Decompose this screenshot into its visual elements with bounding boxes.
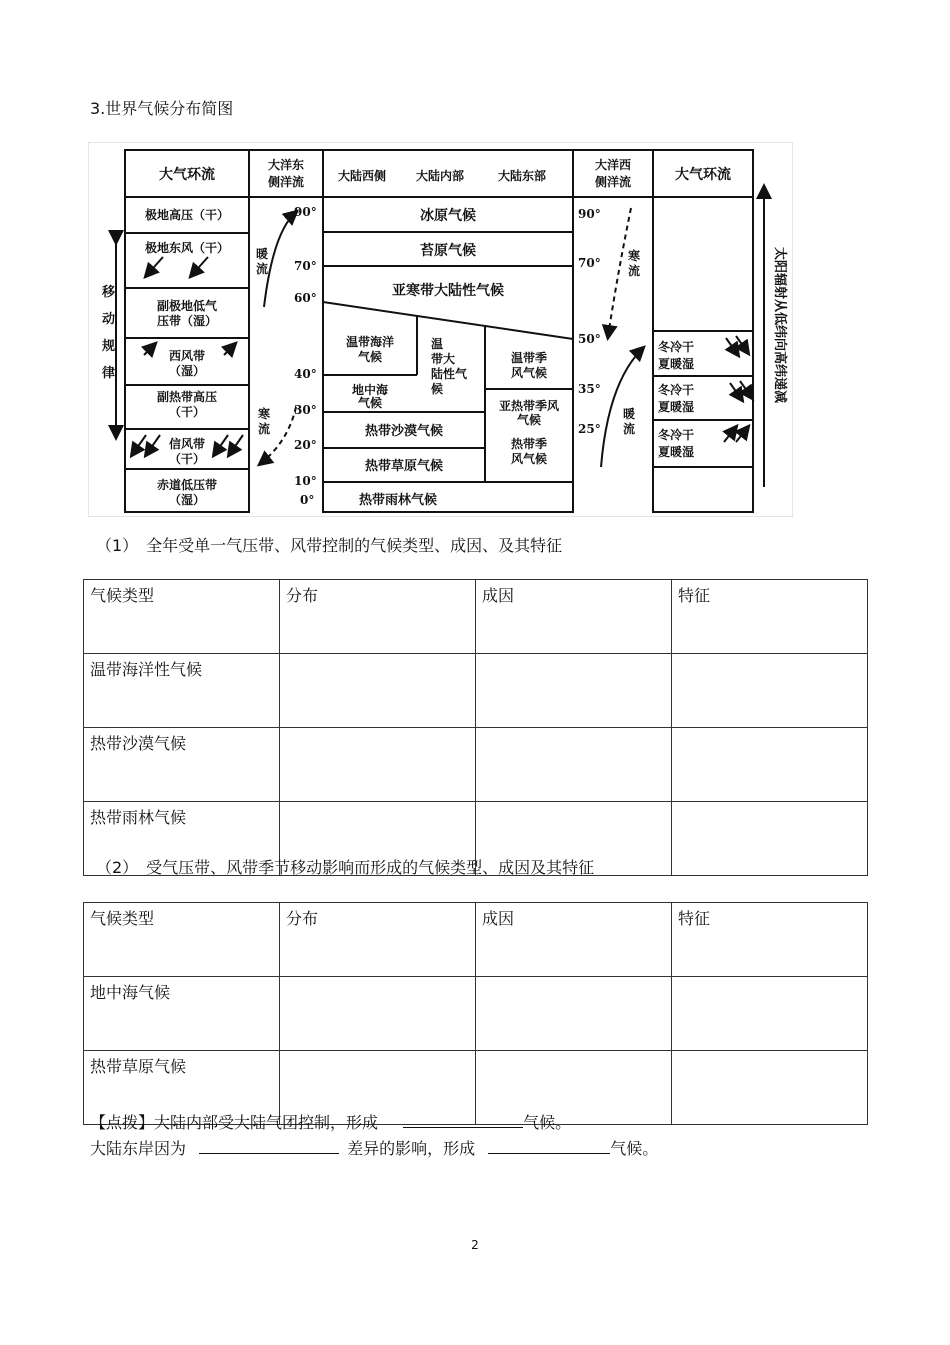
lat-left-30: 30° (294, 403, 317, 417)
belt-subtropical-high-1: 副热带高压 (156, 390, 218, 404)
answer-cell[interactable] (672, 654, 868, 728)
table1-row3-type: 热带雨林气候 (84, 802, 280, 876)
side-label-left-3: 规 (102, 339, 116, 354)
tip-line-2-c: 气候。 (610, 1139, 659, 1158)
lat-left-70: 70° (294, 259, 317, 273)
answer-cell[interactable] (672, 802, 868, 876)
answer-cell[interactable] (672, 977, 868, 1051)
header-continent-west: 大陆西侧 (338, 169, 387, 183)
climate-tropical-monsoon-1: 热带季 (510, 437, 548, 451)
question-2: （2） 受气压带、风带季节移动影响而形成的气候类型、成因及其特征 (96, 858, 595, 877)
ocean-west-header-2: 侧洋流 (594, 175, 632, 189)
answer-cell[interactable] (280, 728, 476, 802)
tip-line-2 (90, 1136, 658, 1159)
climate-tropical-savanna: 热带草原气候 (364, 459, 444, 474)
belt-westerlies-2: （湿） (168, 364, 206, 378)
table-1 (83, 579, 868, 876)
table-row (84, 580, 868, 654)
climate-tropical-desert: 热带沙漠气候 (364, 424, 444, 439)
tip-line-1-a: 【点拨】大陆内部受大陆气团控制，形成 (90, 1113, 379, 1132)
lat-left-40: 40° (294, 367, 317, 381)
header-continent-interior: 大陆内部 (416, 169, 465, 183)
lat-left-20: 20° (294, 438, 317, 452)
belt-trade-winds-1: 信风带 (168, 437, 206, 451)
climate-temp-maritime-2: 气候 (357, 350, 383, 364)
belt-equatorial-low-1: 赤道低压带 (156, 478, 218, 492)
warm-current-left-2: 流 (256, 262, 269, 276)
answer-cell[interactable] (476, 977, 672, 1051)
tip-line-1-b: 气候。 (523, 1113, 572, 1132)
climate-mediterranean-2: 气候 (357, 396, 383, 410)
belt-polar-easterlies: 极地东风（干） (144, 241, 230, 255)
climate-temp-continental-2: 带大 (431, 352, 456, 366)
climate-distribution-diagram (88, 142, 793, 517)
table-row (84, 728, 868, 802)
side-label-left-1: 移 (102, 285, 116, 300)
answer-cell[interactable] (476, 728, 672, 802)
climate-ice-cap: 冰原气候 (420, 208, 476, 224)
east-cell-3b: 夏暖湿 (658, 445, 695, 459)
fill-blank-2[interactable] (199, 1139, 339, 1154)
ocean-east-header-1: 大洋东 (267, 158, 305, 172)
warm-current-right-1: 暖 (623, 407, 636, 421)
climate-tropical-rainforest: 热带雨林气候 (358, 493, 438, 508)
warm-current-left-1: 暖 (256, 247, 269, 261)
belt-trade-winds-2: （干） (168, 452, 206, 466)
cold-current-right-2: 流 (628, 264, 641, 278)
climate-temp-maritime-1: 温带海洋 (345, 335, 395, 349)
lat-right-35: 35° (578, 382, 601, 396)
lat-left-60: 60° (294, 291, 317, 305)
table-row (84, 903, 868, 977)
right-circulation-header: 大气环流 (675, 167, 731, 183)
table-row (84, 654, 868, 728)
east-cell-3a: 冬冷干 (658, 428, 695, 442)
belt-westerlies-1: 西风带 (168, 349, 206, 363)
table1-row2-type: 热带沙漠气候 (84, 728, 280, 802)
east-cell-2b: 夏暖湿 (658, 400, 695, 414)
climate-mediterranean-1: 地中海 (351, 383, 389, 397)
climate-temp-monsoon-1: 温带季 (510, 351, 548, 365)
lat-right-50: 50° (578, 332, 601, 346)
answer-cell[interactable] (280, 977, 476, 1051)
lat-right-70: 70° (578, 256, 601, 270)
table2-header-feature: 特征 (672, 903, 868, 977)
east-cell-1b: 夏暖湿 (658, 357, 695, 371)
table2-header-type: 气候类型 (84, 903, 280, 977)
tip-line-1 (90, 1110, 571, 1133)
climate-subarctic: 亚寒带大陆性气候 (392, 283, 504, 299)
lat-left-0: 0° (300, 493, 315, 507)
side-label-left-2: 动 (102, 312, 116, 327)
table1-header-cause: 成因 (476, 580, 672, 654)
diagram-svg (88, 142, 793, 517)
table-row (84, 977, 868, 1051)
table2-header-distribution: 分布 (280, 903, 476, 977)
answer-cell[interactable] (672, 1051, 868, 1125)
table-2 (83, 902, 868, 1125)
belt-subpolar-low-2: 压带（湿） (156, 314, 218, 328)
belt-subpolar-low-1: 副极地低气 (156, 299, 218, 313)
side-label-right: 太阳辐射从低纬向高纬递减 (772, 247, 787, 404)
lat-left-10: 10° (294, 474, 317, 488)
east-cell-1a: 冬冷干 (658, 340, 695, 354)
belt-equatorial-low-2: （湿） (168, 493, 206, 507)
climate-temp-monsoon-2: 风气候 (510, 366, 548, 380)
climate-temp-continental-4: 候 (431, 382, 444, 396)
question-1: （1） 全年受单一气压带、风带控制的气候类型、成因、及其特征 (96, 536, 563, 555)
answer-cell[interactable] (672, 728, 868, 802)
page-number: 2 (471, 1238, 479, 1252)
table2-header-cause: 成因 (476, 903, 672, 977)
side-label-left-4: 律 (102, 366, 116, 381)
header-continent-east: 大陆东部 (498, 169, 547, 183)
cold-current-left-1: 寒 (258, 407, 271, 421)
climate-tundra: 苔原气候 (420, 243, 476, 259)
table1-row1-type: 温带海洋性气候 (84, 654, 280, 728)
tip-line-2-a: 大陆东岸因为 (90, 1139, 187, 1158)
cold-current-right-1: 寒 (628, 249, 641, 263)
climate-tropical-monsoon-2: 风气候 (510, 452, 548, 466)
tip-line-2-b: 差异的影响，形成 (347, 1139, 476, 1158)
lat-right-25: 25° (578, 422, 601, 436)
belt-subtropical-high-2: （干） (168, 405, 206, 419)
table2-row1-type: 地中海气候 (84, 977, 280, 1051)
east-cell-2a: 冬冷干 (658, 383, 695, 397)
belt-polar-high: 极地高压（干） (144, 208, 230, 222)
lat-right-90: 90° (578, 207, 601, 221)
climate-temp-continental-3: 陆性气 (431, 367, 468, 381)
climate-subtropical-monsoon-1: 亚热带季风 (498, 399, 560, 413)
table1-header-type: 气候类型 (84, 580, 280, 654)
ocean-west-header-1: 大洋西 (594, 158, 632, 172)
climate-temp-continental-1: 温 (431, 337, 444, 351)
warm-current-right-2: 流 (623, 422, 636, 436)
ocean-east-header-2: 侧洋流 (267, 175, 305, 189)
fill-blank-3[interactable] (488, 1139, 610, 1154)
lat-left-90: 90° (294, 205, 317, 219)
cold-current-left-2: 流 (258, 422, 271, 436)
climate-subtropical-monsoon-2: 气候 (516, 413, 542, 427)
fill-blank-1[interactable] (403, 1113, 523, 1128)
left-circulation-header: 大气环流 (159, 167, 215, 183)
table1-header-feature: 特征 (672, 580, 868, 654)
answer-cell[interactable] (280, 654, 476, 728)
table2-row2-type: 热带草原气候 (84, 1051, 280, 1125)
table1-header-distribution: 分布 (280, 580, 476, 654)
section-heading: 3.世界气候分布简图 (90, 99, 234, 118)
answer-cell[interactable] (476, 654, 672, 728)
